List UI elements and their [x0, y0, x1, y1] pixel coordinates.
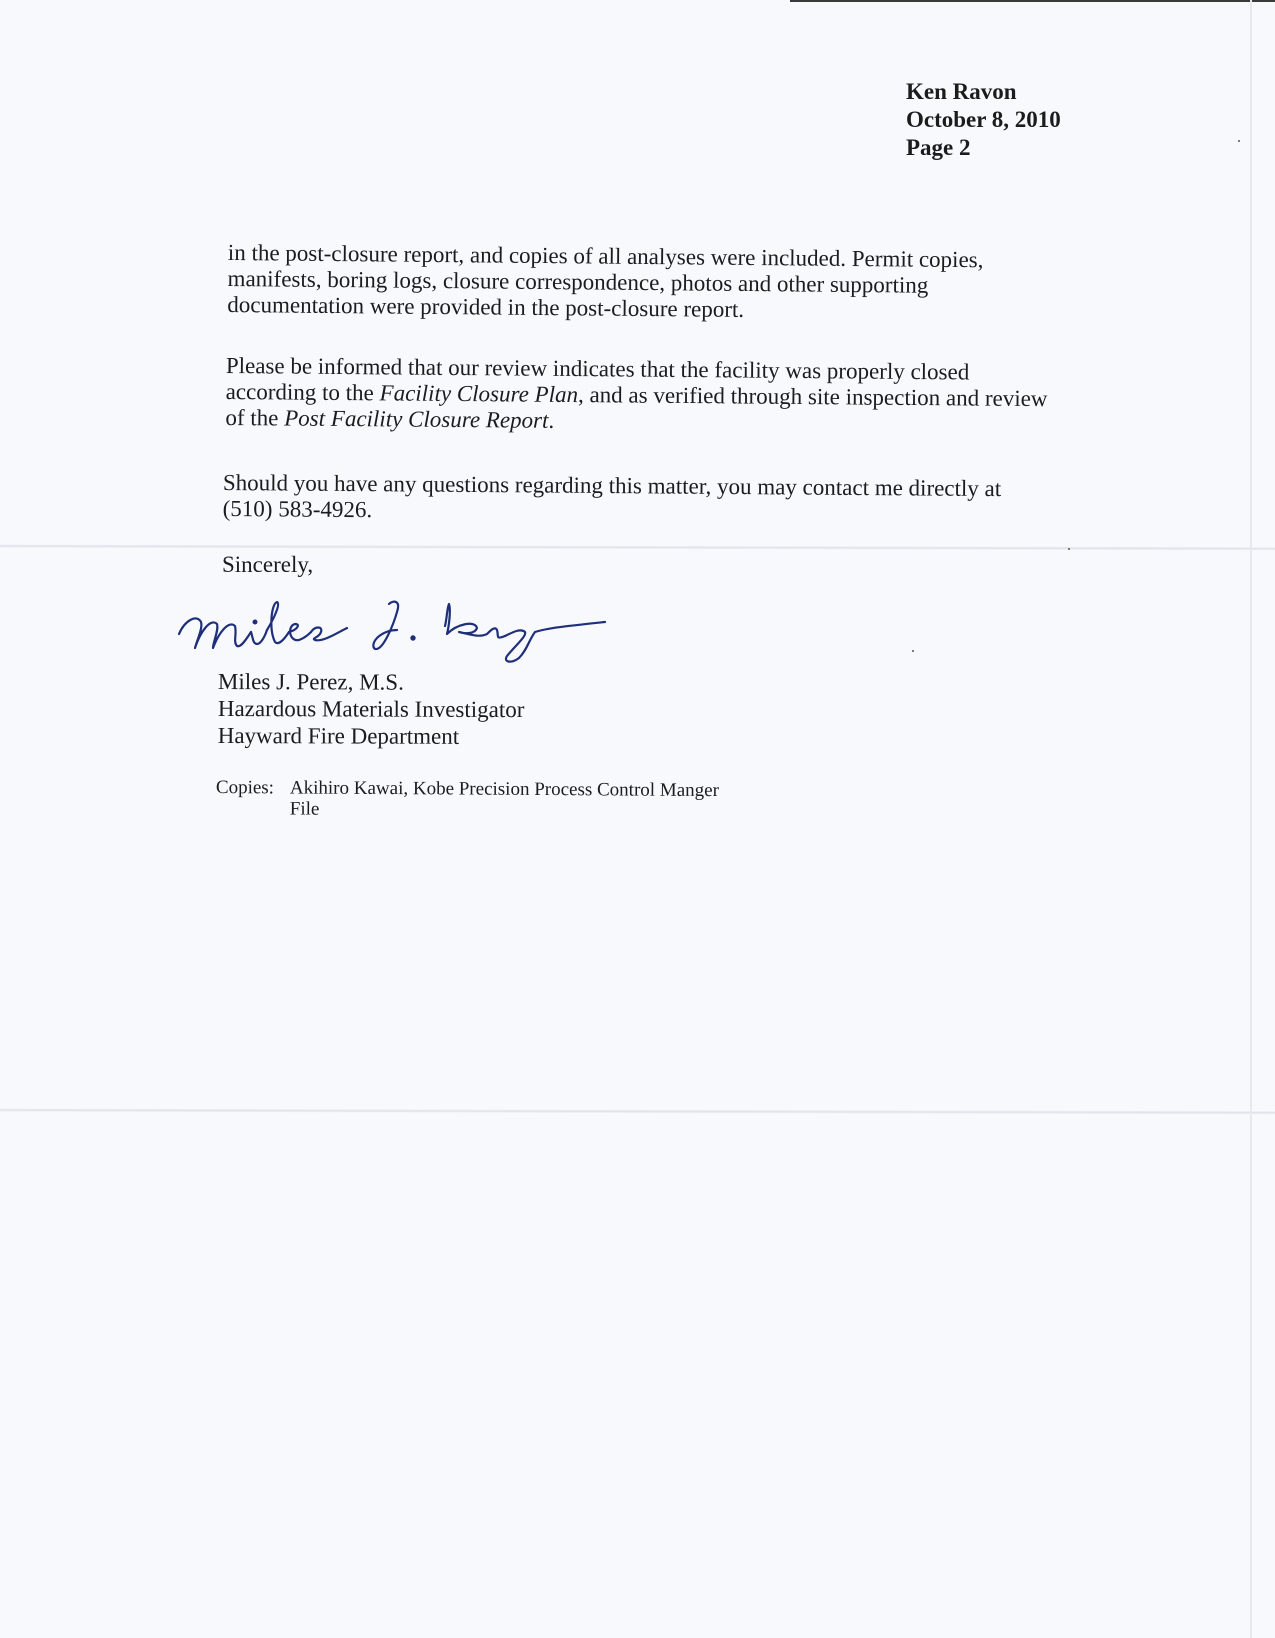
document-title-italic: Post Facility Closure Report [284, 405, 549, 433]
paragraph-line: Should you have any questions regarding this matter, you may contact me directly at [222, 470, 1002, 502]
scan-top-edge [790, 0, 1275, 2]
paper-fold-line [0, 545, 1275, 551]
copies-row [216, 777, 719, 801]
signer-name: Miles J. Perez, M.S. [217, 669, 404, 695]
copies-recipient: File [289, 798, 320, 820]
signer-block [218, 668, 525, 750]
header-date: October 8, 2010 [906, 107, 1061, 132]
signer-title: Hazardous Materials Investigator [217, 695, 525, 723]
copies-label: Copies: [215, 777, 275, 799]
header-page-number: Page 2 [906, 135, 971, 160]
closing-salutation: Sincerely, [222, 552, 314, 577]
header-recipient: Ken Ravon [906, 79, 1017, 104]
text-run: according to the [225, 378, 380, 406]
document-title-italic: Facility Closure Plan [379, 380, 579, 408]
paragraph-line: in the post-closure report, and copies of all analyses were included. Permit copies, [227, 240, 984, 273]
paragraph-line: documentation were provided in the post-closure report. [227, 291, 745, 322]
signer-department: Hayward Fire Department [217, 722, 460, 749]
copies-block [216, 777, 719, 822]
phone-number: (510) 583-4926. [222, 495, 373, 523]
scan-speck [1238, 140, 1240, 142]
text-run: , and as verified through site inspection and review [577, 382, 1048, 412]
copies-row [216, 798, 719, 822]
paragraph-line: manifests, boring logs, closure correspondence, photos and other supporting [227, 265, 929, 298]
scan-speck [1068, 548, 1070, 550]
copies-recipient: Akihiro Kawai, Kobe Precision Process Control Manger [289, 777, 720, 802]
body-paragraph-2 [225, 353, 1047, 438]
body-paragraph-3 [223, 470, 1002, 528]
text-run: . [548, 407, 555, 433]
paper-fold-line [0, 1109, 1275, 1115]
scan-right-edge [1250, 0, 1252, 1638]
body-paragraph-1 [227, 240, 983, 325]
text-run: of the [225, 404, 285, 431]
handwritten-signature [175, 590, 635, 670]
scan-speck [912, 650, 914, 652]
page-header [906, 78, 1061, 162]
paragraph-line: Please be informed that our review indicates that the facility was properly closed [225, 353, 970, 385]
